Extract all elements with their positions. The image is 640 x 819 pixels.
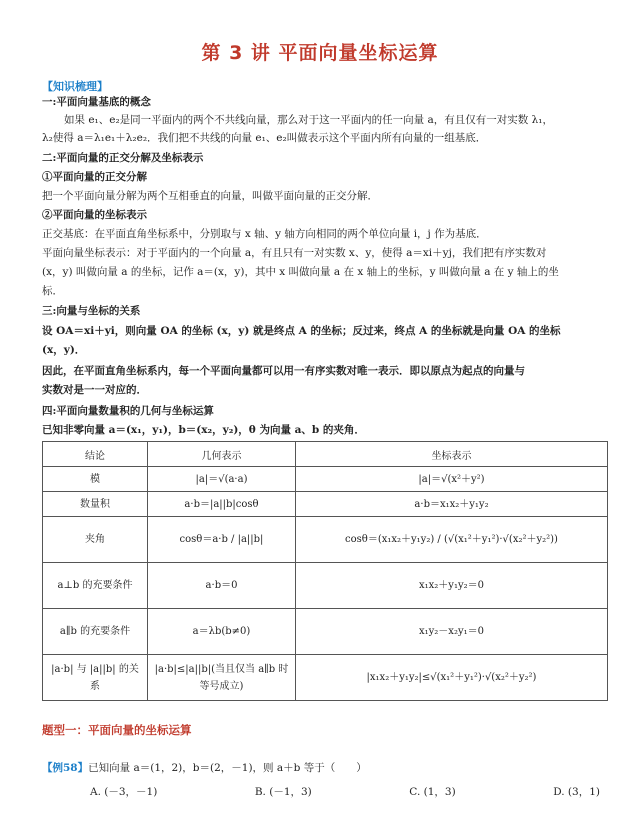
table-cell: a∥b 的充要条件: [43, 609, 148, 655]
table-cell: x₁y₂－x₂y₁＝0: [296, 609, 608, 655]
table-cell: a·b＝|a||b|cosθ: [148, 492, 296, 517]
example-question: [42, 760, 367, 775]
heading-orthogonal: 二:平面向量的正交分解及坐标表示: [42, 152, 204, 164]
table-cell: a＝λb(b≠0): [148, 609, 296, 655]
table-row: [43, 467, 608, 492]
table-cell: |a·b| 与 |a||b| 的关系: [43, 655, 148, 701]
table-row: [43, 609, 608, 655]
heading-relation: 三:向量与坐标的关系: [42, 305, 141, 317]
paragraph-line: 如果 e₁、e₂是同一平面内的两个不共线向量，那么对于这一平面内的任一向量 a，有且仅有一对实数 λ₁，: [64, 114, 553, 126]
subheading: ①平面向量的正交分解: [42, 171, 147, 183]
table-cell: 数量积: [43, 492, 148, 517]
paragraph-line: 平面向量坐标表示：对于平面内的一个向量 a，有且只有一对实数 x、y，使得 a＝xi＋yj，我们把有序实数对: [42, 247, 547, 259]
paragraph-line: 标．: [42, 285, 63, 297]
table-cell: cosθ＝a·b / |a||b|: [148, 517, 296, 563]
table-cell: |a|＝√(a·a): [148, 467, 296, 492]
paragraph-line: 正交基底：在平面直角坐标系中，分别取与 x 轴、y 轴方向相同的两个单位向量 i，j 作为基底．: [42, 228, 487, 240]
table-cell: a⊥b 的充要条件: [43, 563, 148, 609]
table-cell: a·b＝x₁x₂＋y₁y₂: [296, 492, 608, 517]
example-label: 【例58】: [42, 762, 89, 774]
paragraph-line: (x，y)．: [42, 344, 86, 356]
subheading: ②平面向量的坐标表示: [42, 209, 147, 221]
paragraph-line: 因此，在平面直角坐标系内，每一个平面向量都可以用一有序实数对唯一表示．即以原点为起点的向量与: [42, 365, 525, 377]
section-heading: 题型一：平面向量的坐标运算: [42, 723, 192, 737]
table-cell: |a·b|≤|a||b|(当且仅当 a∥b 时等号成立): [148, 655, 296, 701]
heading-dot-product: 四:平面向量数量积的几何与坐标运算: [42, 405, 214, 417]
table-row: [43, 492, 608, 517]
table-header: 几何表示: [148, 442, 296, 467]
section-tag: 【知识梳理】: [42, 80, 108, 93]
paragraph-line: λ₂使得 a＝λ₁e₁＋λ₂e₂．我们把不共线的向量 e₁、e₂叫做表示这个平面内所有向量的一组基底．: [42, 132, 487, 144]
paragraph-line: 设 OA＝xi＋yi，则向量 OA 的坐标 (x，y) 就是终点 A 的坐标；反过来，终点 A 的坐标就是向量 OA 的坐标: [42, 325, 561, 337]
formula-table: [42, 441, 608, 701]
table-row: [43, 563, 608, 609]
paragraph-line: (x，y) 叫做向量 a 的坐标，记作 a＝(x，y)，其中 x 叫做向量 a 在 x 轴上的坐标，y 叫做向量 a 在 y 轴上的坐: [42, 266, 559, 278]
table-row: [43, 655, 608, 701]
table-row: [43, 517, 608, 563]
option-d: D. (3，1): [553, 786, 600, 798]
option-b: B. (－1，3): [254, 786, 312, 798]
answer-options: [90, 784, 600, 799]
table-cell: |x₁x₂＋y₁y₂|≤√(x₁²＋y₁²)·√(x₂²＋y₂²): [296, 655, 608, 701]
table-header: 结论: [43, 442, 148, 467]
paragraph-line: 已知非零向量 a＝(x₁，y₁)，b＝(x₂，y₂)，θ 为向量 a、b 的夹角．: [42, 424, 365, 436]
heading-basis: 一:平面向量基底的概念: [42, 96, 151, 108]
example-text: 已知向量 a＝(1，2)，b＝(2，－1)，则 a＋b 等于（ ）: [88, 762, 367, 774]
option-a: A. (－3，－1): [90, 786, 158, 798]
table-cell: 夹角: [43, 517, 148, 563]
table-cell: cosθ＝(x₁x₂＋y₁y₂) / (√(x₁²＋y₁²)·√(x₂²＋y₂²)): [296, 517, 608, 563]
table-cell: 模: [43, 467, 148, 492]
table-header-row: [43, 442, 608, 467]
option-c: C. (1，3): [409, 786, 456, 798]
table-cell: |a|＝√(x²＋y²): [296, 467, 608, 492]
paragraph-line: 把一个平面向量分解为两个互相垂直的向量，叫做平面向量的正交分解．: [42, 190, 378, 202]
paragraph-line: 实数对是一一对应的．: [42, 384, 147, 396]
table-header: 坐标表示: [296, 442, 608, 467]
table-cell: x₁x₂＋y₁y₂＝0: [296, 563, 608, 609]
page-title: 第 3 讲 平面向量坐标运算: [201, 42, 439, 64]
table-cell: a·b＝0: [148, 563, 296, 609]
